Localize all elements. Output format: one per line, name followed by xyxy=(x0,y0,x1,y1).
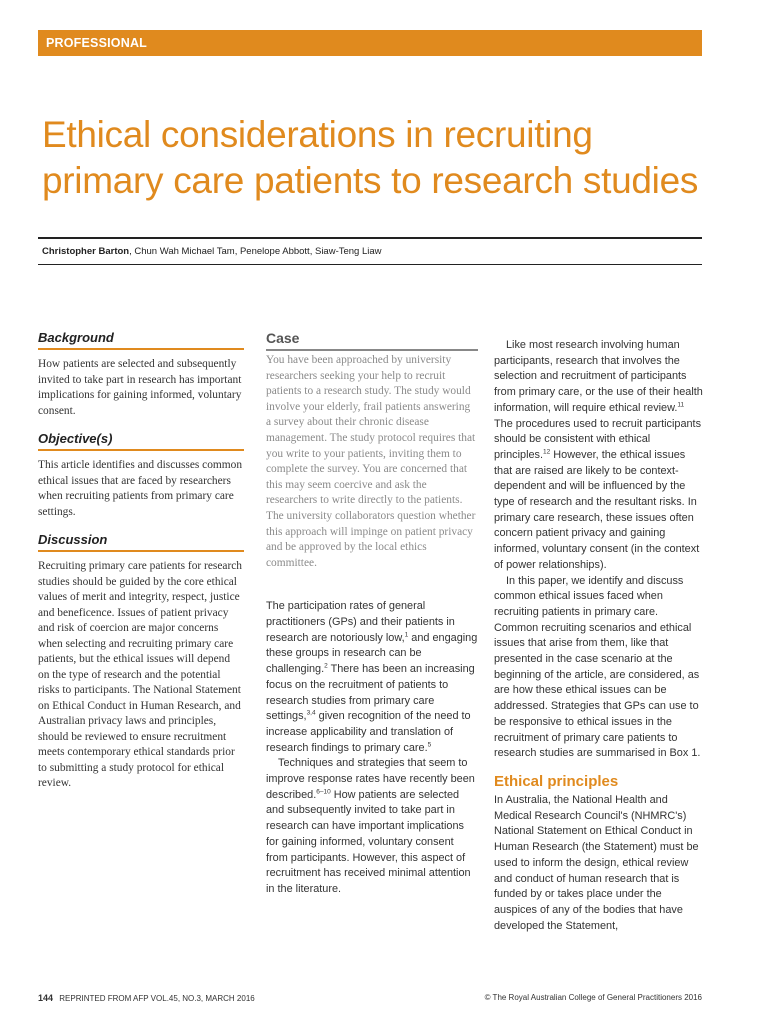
citation-ref: 6–10 xyxy=(316,788,331,796)
citation-ref: 11 xyxy=(677,401,685,409)
reprint-info: REPRINTED FROM AFP VOL.45, NO.3, MARCH 2016 xyxy=(59,994,255,1003)
discussion-heading: Discussion xyxy=(38,532,244,552)
citation-ref: 1 xyxy=(404,631,409,639)
body-paragraph: In this paper, we identify and discuss common ethical issues faced when recruiting patients in primary care. Common recruiting scenarios and ethical issues that arise from them, like that presented in the case scenario at the beginning of the article, are considered, as are how these ethical issues can be addressed. Strategies that GPs can use to be responsive to ethical issues in the recruitment of primary care patients to research studies are summarised in Box 1. xyxy=(494,574,701,760)
authors-bottom-rule xyxy=(38,264,702,265)
case-text: You have been approached by university researchers seeking your help to recruit patients to a research study. The study would involve your elderly, frail patients answering a survey about their chronic disease management. The study protocol requires that you write to your patients, inviting them to complete the survey. You are concerned that this may seem coercive and ask the researchers to write directly to the patients. The university collaborators question whether this approach will impinge on patient privacy and be approved by the local ethics committee. xyxy=(266,354,476,569)
abstract-column xyxy=(38,330,244,804)
body-paragraph: Techniques and strategies that seem to improve response rates have recently been described.$^{6-10}$ How patients are selected and subsequently invited to take part in research can have important implications for gaining informed, voluntary consent from participants. However, this aspect of recruitment has received minimal attention in the literature. xyxy=(266,757,475,895)
first-author: Christopher Barton xyxy=(42,246,130,257)
section-label: PROFESSIONAL xyxy=(46,36,148,50)
co-authors: , Chun Wah Michael Tam, Penelope Abbott, Siaw-Teng Liaw xyxy=(129,246,382,257)
citation-ref: 5 xyxy=(427,741,432,749)
section-banner xyxy=(38,30,702,56)
citation-ref: 3,4 xyxy=(306,709,316,717)
authors-top-rule xyxy=(38,237,702,239)
objective-heading: Objective(s) xyxy=(38,431,244,451)
body-paragraph: The participation rates of general practitioners (GPs) and their patients in research are notoriously low,$^1$ and engaging these groups in research can be challenging.$^2$ There has been an increasing focus on the recruitment of patients to research studies from primary care settings,$^{3,4}$ given recognition of the need to increase applicability and translation of research findings to primary care.$^5$ xyxy=(266,600,478,754)
discussion-text: Recruiting primary care patients for research studies should be guided by the core ethical values of merit and integrity, respect, justice and beneficence. Issues of patient privacy and risk of coercion are major concerns when selecting and recruiting primary care patients, but the ethical issues will depend on the type of research and the potential risks to participants. The National Statement on Ethical Conduct in Human Research, and Australian privacy laws and principles, should be reviewed to ensure recruitment meets contemporary ethical standards prior to submitting a study protocol for ethical review. xyxy=(38,560,242,789)
citation-ref: 2 xyxy=(324,662,328,670)
objective-text: This article identifies and discusses common ethical issues that are faced by researchers when recruiting patients from primary care settings. xyxy=(38,459,243,518)
case-heading: Case xyxy=(266,330,478,351)
copyright-notice: © The Royal Australian College of General Practitioners 2016 xyxy=(484,993,702,1002)
page-footer xyxy=(38,993,702,1003)
citation-ref: 12 xyxy=(543,448,551,456)
background-heading: Background xyxy=(38,330,244,350)
ethical-principles-heading: Ethical principles xyxy=(494,772,619,790)
body-paragraph: In Australia, the National Health and Medical Research Council's (NHMRC's) National Statement on Ethical Conduct in Human Research (the Statement) must be used to inform the design, ethical review and conduct of human research that is funded by or takes place under the auspices of any of the bodies that have developed the Statement, xyxy=(494,793,699,932)
right-column xyxy=(494,338,704,934)
body-paragraph: Like most research involving human participants, research that involves the selection and recruitment of participants from primary care, or the use of their health information, will require ethical review.$^{11}$ The procedures used to recruit participants should be consistent with ethical principles.$^{12}$ However, the ethical issues that are raised are likely to be context-dependent and will be influenced by the type of research and the resultant risks. In primary care research, these issues often concern patient privacy and gaining informed, voluntary consent (in the context of power relationships). xyxy=(494,339,703,571)
background-text: How patients are selected and subsequently invited to take part in research has important implications for gaining informed, voluntary consent. xyxy=(38,358,242,417)
author-list xyxy=(42,245,382,259)
page-number: 144 xyxy=(38,993,54,1003)
article-title: Ethical considerations in recruiting primary care patients to research studies xyxy=(42,114,699,201)
middle-column xyxy=(266,330,478,898)
